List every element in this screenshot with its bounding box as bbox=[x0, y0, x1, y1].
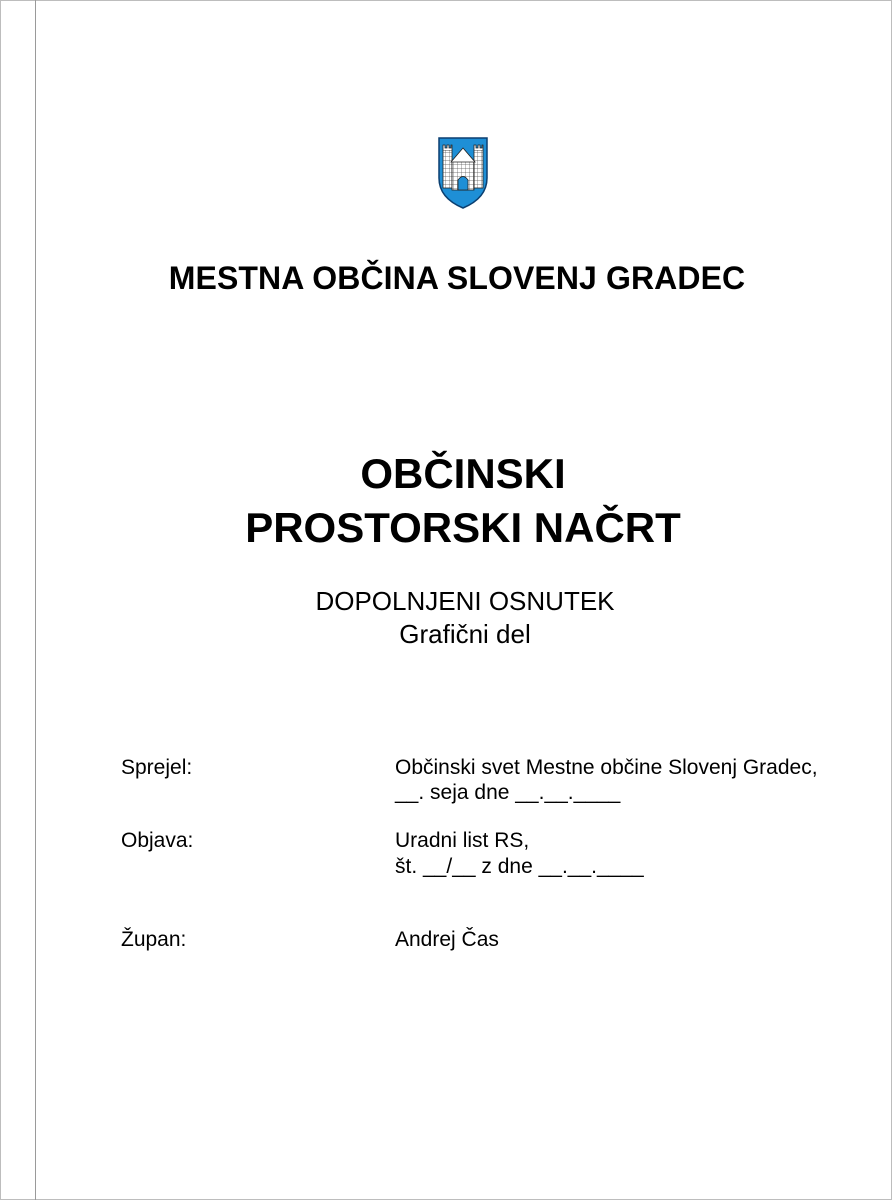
coat-of-arms-icon bbox=[437, 136, 489, 210]
document-section: Grafični del bbox=[399, 619, 531, 649]
adopted-by-value: Občinski svet Mestne občine Slovenj Gradec, bbox=[395, 756, 818, 779]
adopted-by-session: __. seja dne __.__.____ bbox=[395, 781, 621, 804]
mayor-label: Župan: bbox=[121, 928, 187, 951]
publication-number: št. __/__ z dne __.__.____ bbox=[395, 855, 644, 878]
municipality-name: MESTNA OBČINA SLOVENJ GRADEC bbox=[168, 260, 746, 296]
publication-label: Objava: bbox=[121, 829, 194, 852]
document-title-line-1: OBČINSKI bbox=[360, 450, 566, 497]
document-subtitle: DOPOLNJENI OSNUTEK bbox=[315, 586, 615, 616]
publication-value: Uradni list RS, bbox=[395, 829, 530, 852]
adopted-by-label: Sprejel: bbox=[121, 756, 193, 779]
document-title-line-2: PROSTORSKI NAČRT bbox=[245, 504, 681, 551]
mayor-name: Andrej Čas bbox=[395, 928, 499, 951]
